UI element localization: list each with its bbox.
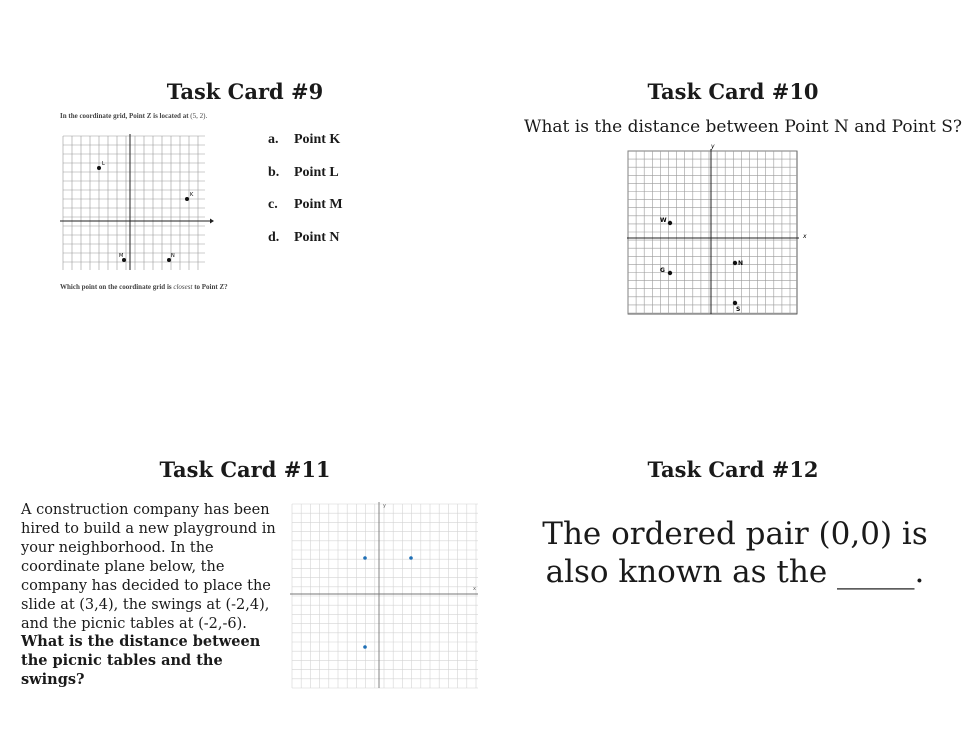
- choice-b[interactable]: [268, 165, 343, 198]
- card9-grid: [58, 132, 218, 272]
- card11-point-swings: [363, 556, 367, 560]
- card10-label-s: S: [736, 306, 741, 313]
- card9-x-arrow: [210, 219, 214, 224]
- card11-x-label: x: [473, 586, 476, 592]
- card9-label-m: M: [119, 253, 124, 259]
- card11-question: What is the distance between the picnic tables and the swings?: [21, 633, 261, 688]
- choice-a[interactable]: [268, 132, 343, 165]
- choice-text: Point L: [294, 164, 339, 180]
- card11-point-picnic: [363, 645, 367, 649]
- card10-question: What is the distance between Point N and Point S?: [524, 117, 962, 137]
- card9-point-l: [97, 166, 101, 170]
- choice-text: Point K: [294, 132, 341, 147]
- card9-prompt-point: (5, 2).: [190, 112, 208, 120]
- card10-x-label: x: [803, 233, 807, 240]
- card10-point-n: [733, 261, 737, 265]
- card9-label-n: N: [171, 253, 175, 259]
- choice-letter: d.: [268, 229, 280, 245]
- card9-gridlines: [63, 136, 205, 270]
- card11-paragraph: A construction company has been hired to build a new playground in your neighborhood. In the coordinate plane below, the company has decided to place the slide at (3,4), the swings at (-2,4), and the picnic tables at (-2,-6).: [21, 502, 276, 632]
- card9-prompt-text: In the coordinate grid, Point Z is located at: [60, 112, 189, 120]
- card9-choices: [268, 132, 343, 262]
- card10-title: Task Card #10: [647, 79, 819, 104]
- choice-c[interactable]: [268, 197, 343, 230]
- card11-gridlines: [292, 504, 478, 688]
- choice-text: Point M: [294, 197, 343, 212]
- choice-letter: c.: [268, 197, 278, 212]
- card12-text: The ordered pair (0,0) is also known as the _____.: [542, 516, 928, 590]
- card9-point-k: [185, 197, 189, 201]
- choice-d[interactable]: [268, 230, 343, 263]
- card10-y-label: y: [711, 143, 715, 150]
- card9-label-l: L: [102, 161, 105, 167]
- card10-label-g: G: [660, 267, 665, 274]
- card9-question-prefix: Which point on the coordinate grid is: [60, 283, 172, 291]
- choice-letter: b.: [268, 164, 280, 180]
- card10-point-g: [668, 271, 672, 275]
- card12-title: Task Card #12: [647, 457, 819, 482]
- card9-question-suffix: to Point Z?: [194, 283, 228, 291]
- card10-point-s: [733, 301, 737, 305]
- card9-question: [60, 283, 228, 291]
- choice-text: Point N: [294, 229, 340, 245]
- card10-point-w: [668, 221, 672, 225]
- card10-label-w: W: [660, 217, 667, 224]
- card10-label-n: N: [738, 260, 744, 267]
- card11-y-label: y: [383, 503, 386, 509]
- card9-title: Task Card #9: [166, 79, 324, 104]
- card10-gridlines: [628, 151, 797, 314]
- choice-letter: a.: [268, 132, 279, 147]
- card11-title: Task Card #11: [159, 457, 331, 482]
- card9-question-emph: closest: [173, 283, 193, 291]
- card9-label-k: K: [190, 192, 194, 198]
- card10-grid: [627, 145, 807, 315]
- card11-grid: [290, 500, 480, 690]
- card11-point-slide: [409, 556, 413, 560]
- card9-prompt: [60, 112, 207, 120]
